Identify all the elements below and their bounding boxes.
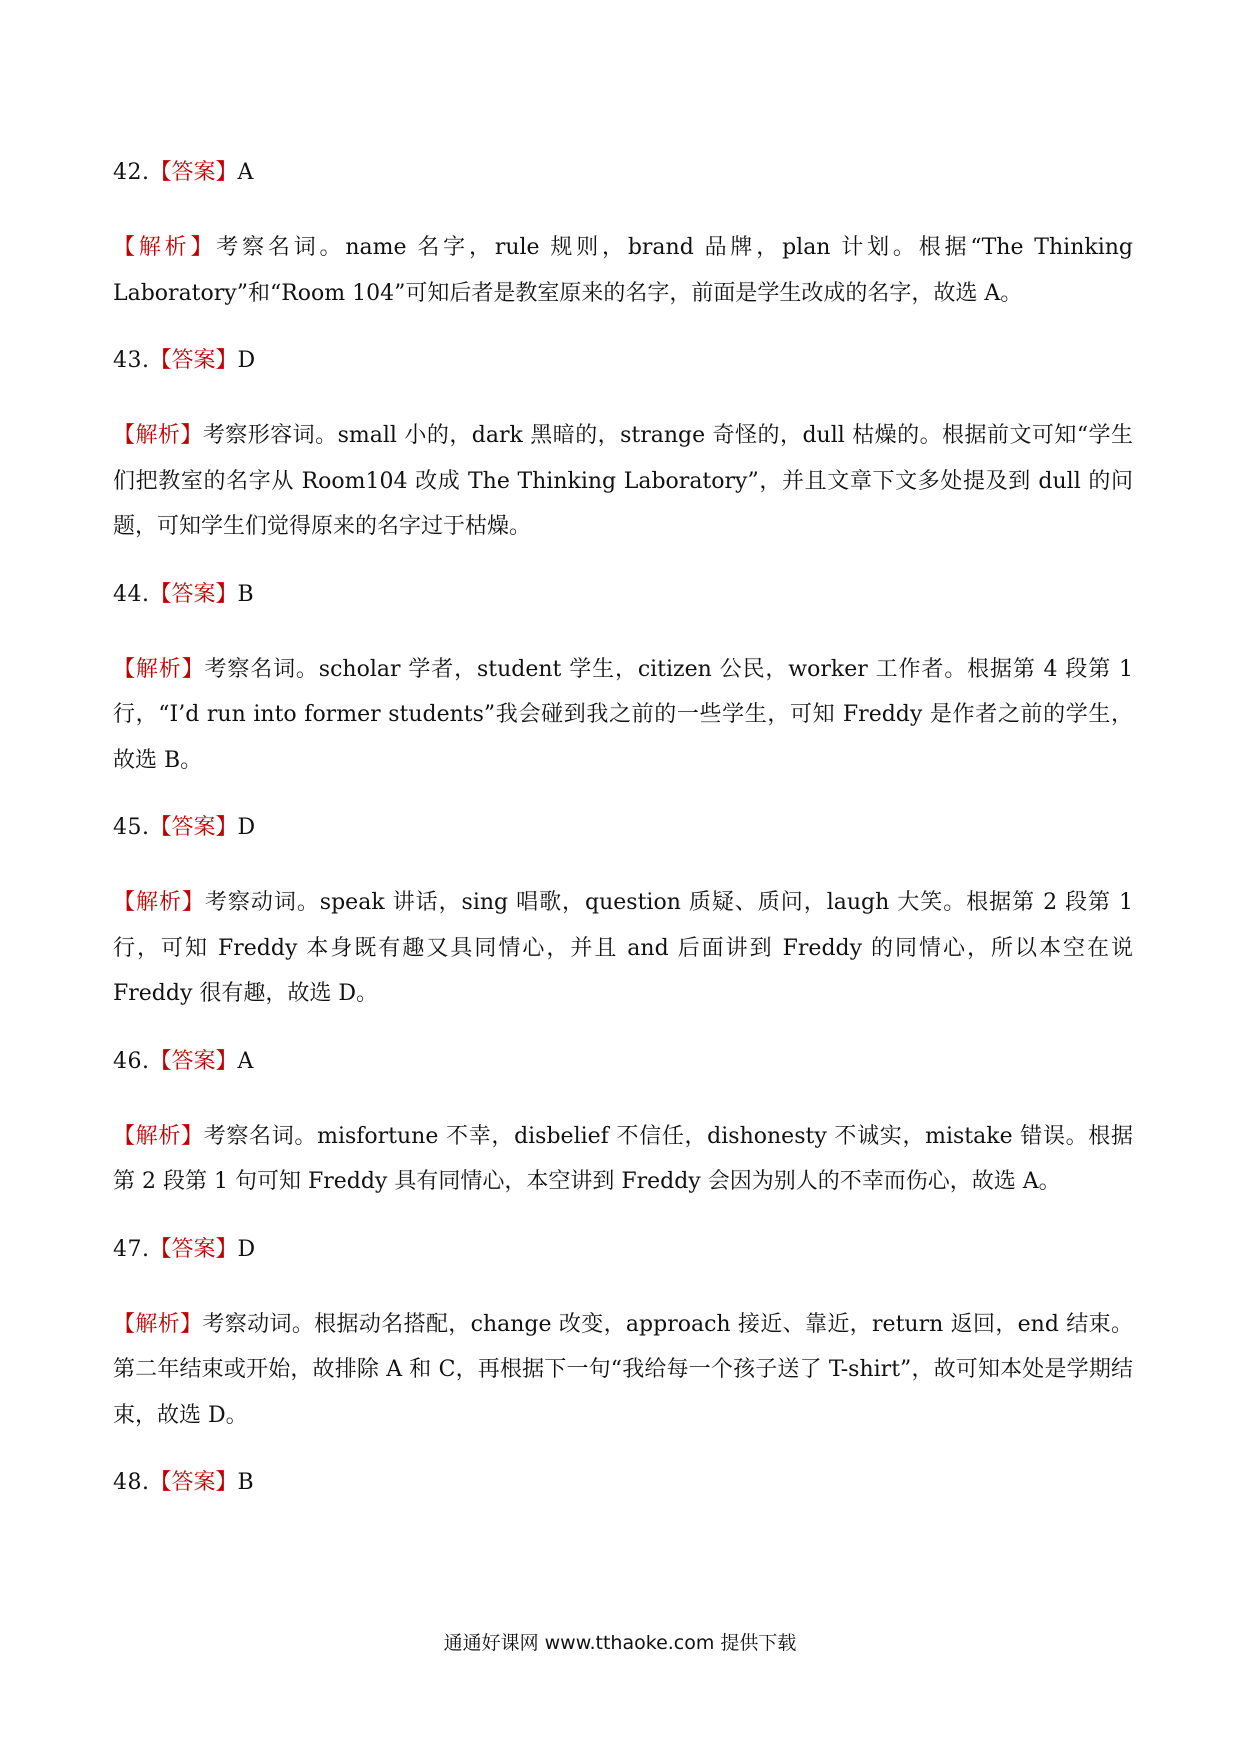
answer-line <box>113 1235 1133 1265</box>
question-item-46 <box>113 1047 1133 1205</box>
answer-line <box>113 158 1133 188</box>
answer-tag: 【答案】 <box>149 1470 238 1495</box>
answer-key-content <box>113 158 1133 1543</box>
explanation-tag: 【解析】 <box>113 235 217 260</box>
answer-value: A <box>237 1048 254 1074</box>
answer-tag: 【答案】 <box>149 815 238 840</box>
answer-line <box>113 580 1133 610</box>
explanation-text: 考察名词。scholar 学者，student 学生，citizen 公民，worker 工作者。根据第 4 段第 1 行，“I’d run into former students”我会碰到我之前的一些学生，可知 Freddy 是作者之前的学生，故选 B。 <box>113 656 1133 773</box>
explanation-text: 考察动词。speak 讲话，sing 唱歌，question 质疑、质问，laugh 大笑。根据第 2 段第 1 行，可知 Freddy 本身既有趣又具同情心，并且 and 后面讲到 Freddy 的同情心，所以本空在说 Freddy 很有趣，故选 D。 <box>113 890 1133 1006</box>
question-item-47 <box>113 1235 1133 1439</box>
question-number: 43. <box>113 348 150 373</box>
answer-tag: 【答案】 <box>149 160 238 185</box>
explanation-paragraph <box>113 1114 1133 1205</box>
explanation-tag: 【解析】 <box>113 656 205 682</box>
answer-tag: 【答案】 <box>149 348 238 373</box>
explanation-text: 考察名词。misfortune 不幸，disbelief 不信任，dishonesty 不诚实，mistake 错误。根据第 2 段第 1 句可知 Freddy 具有同情心，本空讲到 Freddy 会因为别人的不幸而伤心，故选 A。 <box>113 1123 1133 1194</box>
explanation-text: 考察形容词。small 小的，dark 黑暗的，strange 奇怪的，dull 枯燥的。根据前文可知“学生们把教室的名字从 Room104 改成 The Thinking Laboratory”，并且文章下文多处提及到 dull 的问题，可知学生们觉得原来的名字过于枯燥。 <box>113 423 1133 539</box>
explanation-tag: 【解析】 <box>113 1123 204 1149</box>
question-number: 44. <box>113 581 150 607</box>
answer-line <box>113 346 1133 376</box>
explanation-text: 考察动词。根据动名搭配，change 改变，approach 接近、靠近，return 返回，end 结束。第二年结束或开始，故排除 A 和 C，再根据下一句“我给每一个孩子送了 T-shirt”，故可知本处是学期结束，故选 D。 <box>113 1311 1133 1428</box>
page-footer: 通通好课网 www.tthaoke.com 提供下载 <box>443 1632 797 1654</box>
explanation-tag: 【解析】 <box>113 1311 203 1337</box>
question-number: 48. <box>113 1470 150 1495</box>
question-number: 45. <box>113 815 150 840</box>
answer-value: D <box>237 1236 256 1262</box>
question-number: 42. <box>113 160 150 185</box>
answer-line <box>113 813 1133 843</box>
answer-tag: 【答案】 <box>149 1048 238 1074</box>
question-number: 46. <box>113 1048 150 1074</box>
answer-value: B <box>237 1470 254 1495</box>
question-number: 47. <box>113 1236 150 1262</box>
question-item-43 <box>113 346 1133 550</box>
answer-line <box>113 1047 1133 1077</box>
explanation-paragraph <box>113 1302 1133 1439</box>
question-item-45 <box>113 813 1133 1017</box>
question-item-42 <box>113 158 1133 316</box>
answer-line <box>113 1468 1133 1498</box>
question-item-48 <box>113 1468 1133 1498</box>
answer-value: A <box>237 160 254 185</box>
answer-value: D <box>237 815 256 840</box>
answer-tag: 【答案】 <box>149 581 238 607</box>
answer-value: D <box>237 348 256 373</box>
answer-value: B <box>237 581 254 607</box>
explanation-paragraph <box>113 225 1133 316</box>
explanation-text: 考察名词。name 名字，rule 规则，brand 品牌，plan 计划。根据“The Thinking Laboratory”和“Room 104”可知后者是教室原来的名字，前面是学生改成的名字，故选 A。 <box>113 235 1133 306</box>
answer-tag: 【答案】 <box>149 1236 238 1262</box>
explanation-paragraph <box>113 880 1133 1017</box>
explanation-tag: 【解析】 <box>113 423 203 448</box>
question-item-44 <box>113 580 1133 784</box>
explanation-paragraph <box>113 647 1133 784</box>
explanation-tag: 【解析】 <box>113 890 205 915</box>
explanation-paragraph <box>113 413 1133 550</box>
